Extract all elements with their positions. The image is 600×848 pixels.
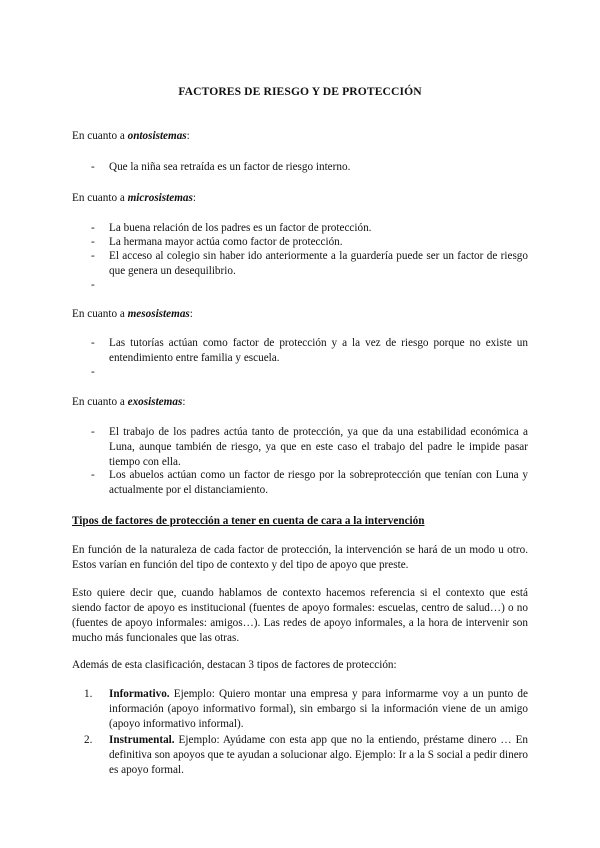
dash-bullet: - bbox=[91, 469, 95, 481]
section-heading-microsistemas bbox=[72, 191, 528, 206]
section-intro: En cuanto a bbox=[72, 130, 128, 142]
section-intro: En cuanto a bbox=[72, 396, 128, 408]
page-title: FACTORES DE RIESGO Y DE PROTECCIÓN bbox=[178, 85, 422, 98]
paragraph: Esto quiere decir que, cuando hablamos de contexto hacemos referencia si el contexto que está siendo factor de apoyo es institucional (fuentes de apoyo formales: escuelas, centro de salud…) o no (fuentes de apoyo informales: amigos…). Las redes de apoyo informales, a la hora de intervenir son mucho más funcionales que las otras. bbox=[72, 587, 528, 644]
dash-bullet: - bbox=[91, 366, 95, 378]
dash-bullet: - bbox=[91, 426, 95, 438]
list-item-text: Los abuelos actúan como un factor de riesgo por la sobreprotección que tenían con Luna y actualmente por el distanciamiento. bbox=[109, 469, 528, 496]
section-intro: En cuanto a bbox=[72, 308, 128, 320]
list-item-text: La hermana mayor actúa como factor de protección. bbox=[109, 236, 343, 248]
dash-bullet: - bbox=[91, 279, 95, 291]
item-label: Instrumental. bbox=[109, 734, 175, 746]
list-item-text: La buena relación de los padres es un factor de protección. bbox=[109, 222, 372, 234]
dash-bullet: - bbox=[91, 222, 95, 234]
section-suffix: : bbox=[186, 130, 190, 142]
item-label: Informativo. bbox=[109, 688, 170, 700]
section-term: exosistemas bbox=[127, 396, 183, 408]
numbered-item-text bbox=[109, 733, 528, 778]
section-heading-exosistemas bbox=[72, 395, 528, 410]
section-suffix: : bbox=[192, 192, 196, 204]
section-heading-ontosistemas bbox=[72, 129, 528, 144]
section-intro: En cuanto a bbox=[72, 192, 128, 204]
section-term: microsistemas bbox=[127, 192, 193, 204]
list-item-text: El trabajo de los padres actúa tanto de protección, ya que da una estabilidad económica a Luna, aunque también de riesgo, ya que en este caso el trabajo del padre le impide pasar tiempo con ella. bbox=[109, 426, 528, 468]
list-item-text: El acceso al colegio sin haber ido anteriormente a la guardería puede ser un factor de riesgo que genera un desequilibrio. bbox=[109, 250, 528, 277]
item-body: Ejemplo: Quiero montar una empresa y para informarme voy a un punto de información (apoyo informativo formal), sin embargo si la información viene de un amigo (apoyo informativo informal). bbox=[109, 688, 528, 730]
dash-bullet: - bbox=[91, 250, 95, 262]
section-suffix: : bbox=[189, 308, 193, 320]
dash-bullet: - bbox=[91, 161, 95, 173]
types-heading-text: Tipos de factores de protección a tener en cuenta de cara a la intervención bbox=[72, 515, 425, 527]
section-heading-mesosistemas bbox=[72, 307, 528, 322]
list-item-text: Las tutorías actúan como factor de protección y a la vez de riesgo porque no existe un entendimiento entre familia y escuela. bbox=[109, 337, 528, 364]
section-term: mesosistemas bbox=[127, 308, 190, 320]
paragraph: En función de la naturaleza de cada factor de protección, la intervención se hará de un modo u otro. Estos varían en función del tipo de contexto y del tipo de apoyo que preste. bbox=[72, 544, 528, 571]
paragraph: Además de esta clasificación, destacan 3 tipos de factores de protección: bbox=[72, 659, 397, 671]
list-item-text: Que la niña sea retraída es un factor de riesgo interno. bbox=[109, 161, 351, 173]
dash-bullet: - bbox=[91, 236, 95, 248]
numbered-item-text bbox=[109, 687, 528, 732]
item-number: 1. bbox=[84, 688, 93, 700]
item-body: Ejemplo: Ayúdame con esta app que no la entiendo, préstame dinero … En definitiva son apoyos que te ayudan a solucionar algo. Ejemplo: Ir a la S social a pedir dinero es apoyo formal. bbox=[109, 734, 528, 776]
dash-bullet: - bbox=[91, 337, 95, 349]
section-suffix: : bbox=[182, 396, 186, 408]
item-number: 2. bbox=[84, 734, 93, 746]
types-heading bbox=[72, 514, 528, 529]
section-term: ontosistemas bbox=[127, 130, 187, 142]
